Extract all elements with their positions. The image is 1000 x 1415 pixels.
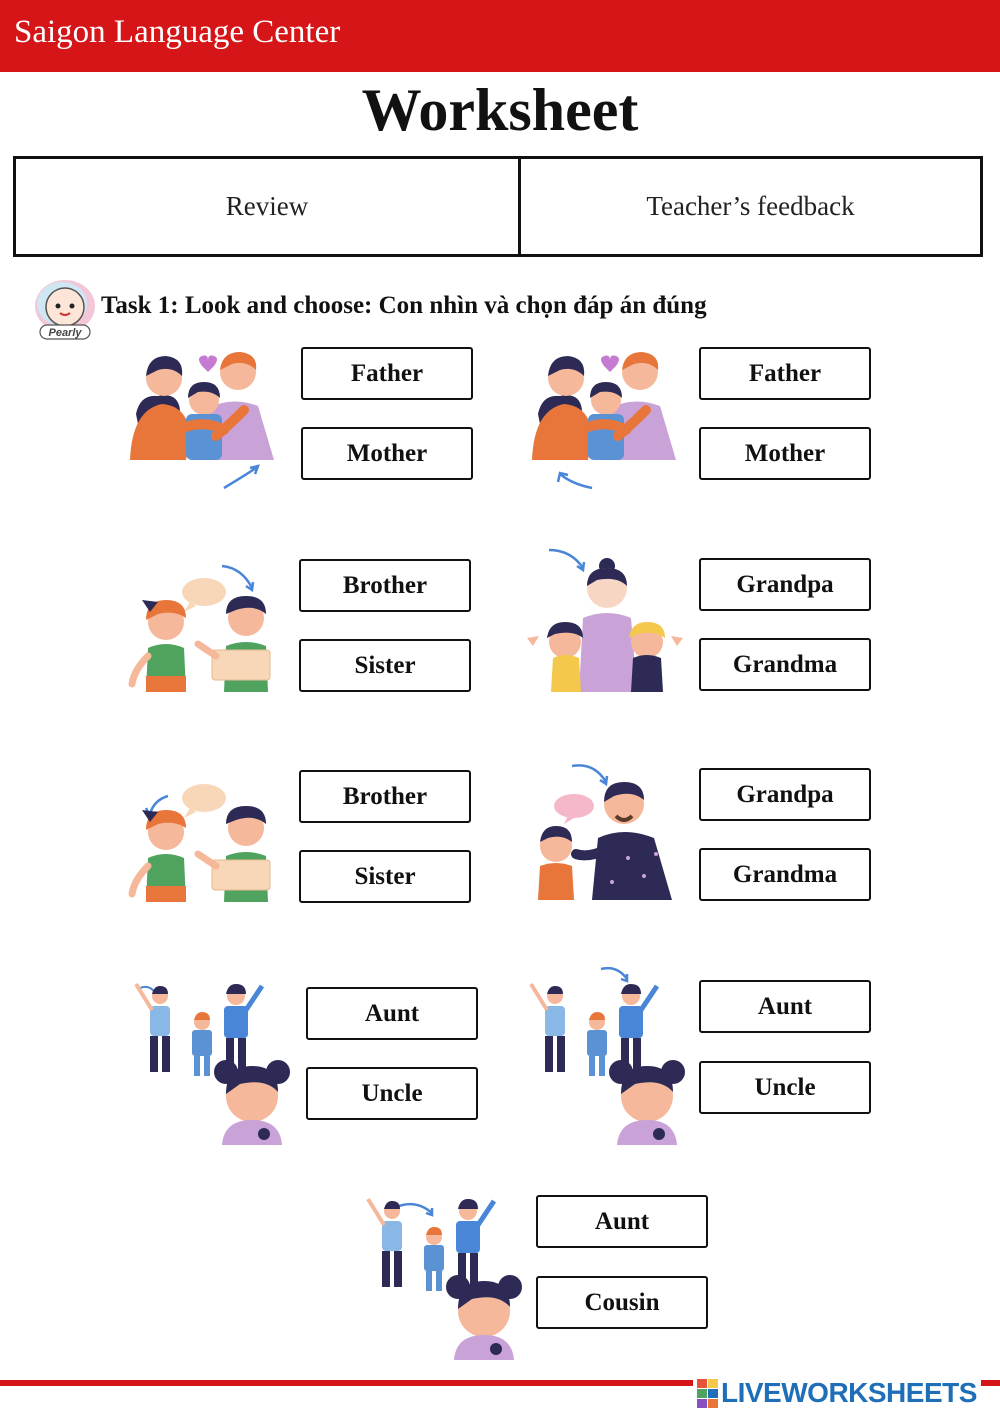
option-father[interactable]: Father (699, 347, 871, 400)
liveworksheets-logo-icon (697, 1379, 718, 1408)
svg-text:Pearly: Pearly (48, 327, 82, 339)
option-sister[interactable]: Sister (299, 850, 471, 903)
header-bar (0, 0, 1000, 72)
option-grandpa[interactable]: Grandpa (699, 768, 871, 821)
option-father[interactable]: Father (301, 347, 473, 400)
option-cousin[interactable]: Cousin (536, 1276, 708, 1329)
task1-title: Task 1: Look and choose: Con nhìn và chọn đáp án đúng (101, 292, 707, 319)
option-grandpa[interactable]: Grandpa (699, 558, 871, 611)
option-aunt[interactable]: Aunt (306, 987, 478, 1040)
option-brother[interactable]: Brother (299, 770, 471, 823)
teacher-feedback-cell: Teacher’s feedback (646, 191, 855, 221)
option-grandma[interactable]: Grandma (699, 848, 871, 901)
center-name: Saigon Language Center (14, 14, 341, 50)
extended-family-icon (525, 965, 690, 1145)
siblings-icon (128, 560, 278, 695)
family-hug-icon (530, 346, 680, 494)
liveworksheets-logo (693, 1376, 981, 1410)
option-brother[interactable]: Brother (299, 559, 471, 612)
page-title: Worksheet (361, 77, 639, 143)
extended-family-icon (362, 1195, 527, 1360)
review-table (13, 156, 983, 257)
review-cell: Review (16, 159, 521, 254)
extended-family-icon (130, 980, 295, 1145)
pearly-mascot-icon (32, 278, 98, 342)
option-aunt[interactable]: Aunt (699, 980, 871, 1033)
option-grandma[interactable]: Grandma (699, 638, 871, 691)
option-aunt[interactable]: Aunt (536, 1195, 708, 1248)
option-uncle[interactable]: Uncle (699, 1061, 871, 1114)
option-uncle[interactable]: Uncle (306, 1067, 478, 1120)
liveworksheets-brand: LIVEWORKSHEETS (721, 1377, 977, 1408)
grandmother-children-icon (525, 546, 685, 696)
option-mother[interactable]: Mother (699, 427, 871, 480)
family-hug-icon (128, 346, 278, 494)
siblings-icon (128, 770, 278, 905)
option-mother[interactable]: Mother (301, 427, 473, 480)
grandfather-boy-icon (532, 758, 682, 903)
option-sister[interactable]: Sister (299, 639, 471, 692)
